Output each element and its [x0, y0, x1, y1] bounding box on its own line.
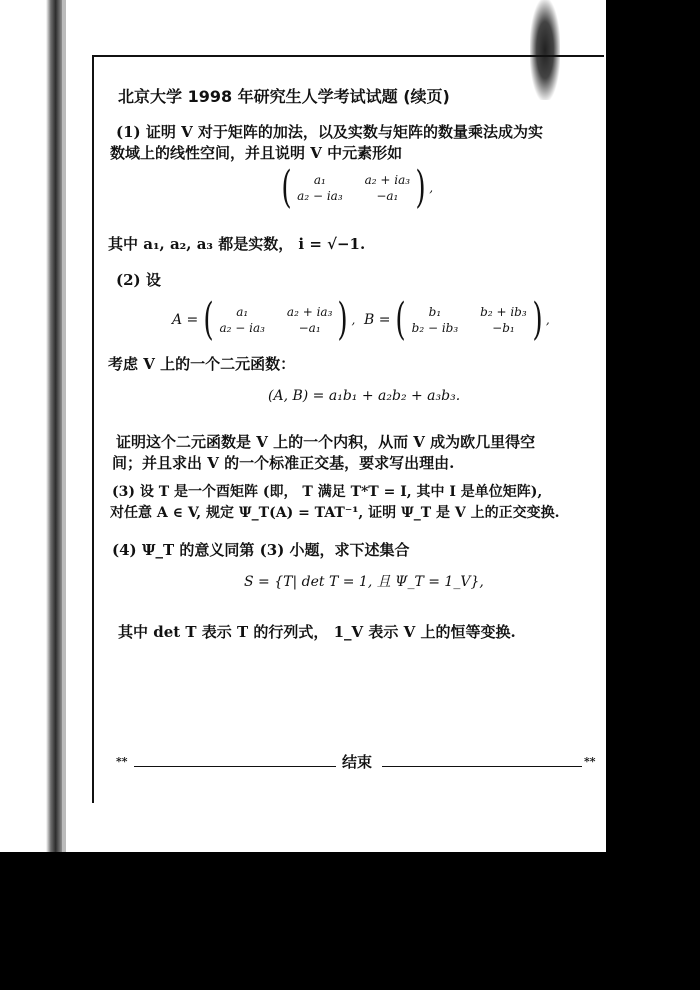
- matrix-a: [172, 294, 356, 345]
- matrix-lhs: B =: [364, 312, 391, 328]
- footer-rule-left: [134, 766, 336, 767]
- footer-end-text: 结束: [342, 753, 373, 771]
- right-paren: ): [415, 162, 426, 213]
- scan-shadow-edge: [62, 0, 66, 852]
- matrix-cell: b₁: [428, 305, 442, 319]
- left-paren: (: [281, 162, 292, 213]
- problem-3-line-1: (3) 设 T 是一个酉矩阵 (即， T 满足 T*T = I, 其中 I 是单位矩阵),: [112, 484, 543, 500]
- scan-shadow-left: [46, 0, 62, 852]
- matrix-cell: −a₁: [298, 321, 321, 335]
- footer-stars-left: **: [116, 755, 128, 768]
- footer-stars-right: **: [584, 755, 596, 768]
- problem-4-line-1: (4) Ψ_T 的意义同第 (3) 小题，求下述集合: [112, 541, 410, 559]
- problem-2-formula: (A, B) = a₁b₁ + a₂b₂ + a₃b₃.: [268, 388, 461, 404]
- matrix-cell: −a₁: [376, 189, 399, 203]
- matrix-cell: a₁: [236, 305, 249, 319]
- problem-1-line-3: 其中 a₁, a₂, a₃ 都是实数， i = √−1.: [108, 235, 366, 253]
- matrix-v: [278, 162, 434, 213]
- matrix-cell: b₂ + ib₃: [480, 305, 527, 319]
- right-paren: ): [532, 294, 543, 345]
- matrix-cell: a₁: [313, 173, 326, 187]
- problem-2-label: (2) 设: [116, 271, 161, 289]
- problem-1-line-1: (1) 证明 V 对于矩阵的加法，以及实数与矩阵的数量乘法成为实: [116, 123, 543, 141]
- problem-2-line-2: 考虑 V 上的一个二元函数：: [108, 355, 296, 373]
- matrix-tail: ,: [429, 181, 434, 195]
- problem-4-line-2: 其中 det T 表示 T 的行列式， 1_V 表示 V 上的恒等变换.: [118, 623, 516, 641]
- matrix-tail: ,: [545, 313, 550, 327]
- problem-4-formula: S = {T| det T = 1, 且 Ψ_T = 1_V},: [244, 574, 484, 590]
- left-paren: (: [203, 294, 215, 345]
- matrix-cell: a₂ + ia₃: [286, 305, 333, 319]
- problem-1-line-2: 数域上的线性空间，并且说明 V 中元素形如: [110, 144, 403, 162]
- problem-2-line-4: 间；并且求出 V 的一个标准正交基，要求写出理由.: [112, 454, 455, 472]
- matrix-lhs: A =: [172, 312, 199, 328]
- page-title: 北京大学 1998 年研究生人学考试试题 (续页): [118, 87, 450, 106]
- problem-2-line-3: 证明这个二元函数是 V 上的一个内积，从而 V 成为欧几里得空: [116, 433, 536, 451]
- matrix-tail: ,: [351, 313, 356, 327]
- footer-rule-right: [382, 766, 582, 767]
- matrix-cell: a₂ + ia₃: [364, 173, 411, 187]
- matrix-cell: b₂ − ib₃: [411, 321, 459, 335]
- left-paren: (: [395, 294, 407, 345]
- matrix-cell: a₂ − ia₃: [297, 189, 343, 203]
- problem-3-line-2: 对任意 A ∈ V, 规定 Ψ_T(A) = TAT⁻¹, 证明 Ψ_T 是 V 上的正交变换.: [110, 505, 560, 521]
- matrix-cell: −b₁: [492, 321, 515, 335]
- matrix-b: [364, 294, 550, 345]
- matrix-cell: a₂ − ia₃: [219, 321, 265, 335]
- right-paren: ): [337, 294, 349, 345]
